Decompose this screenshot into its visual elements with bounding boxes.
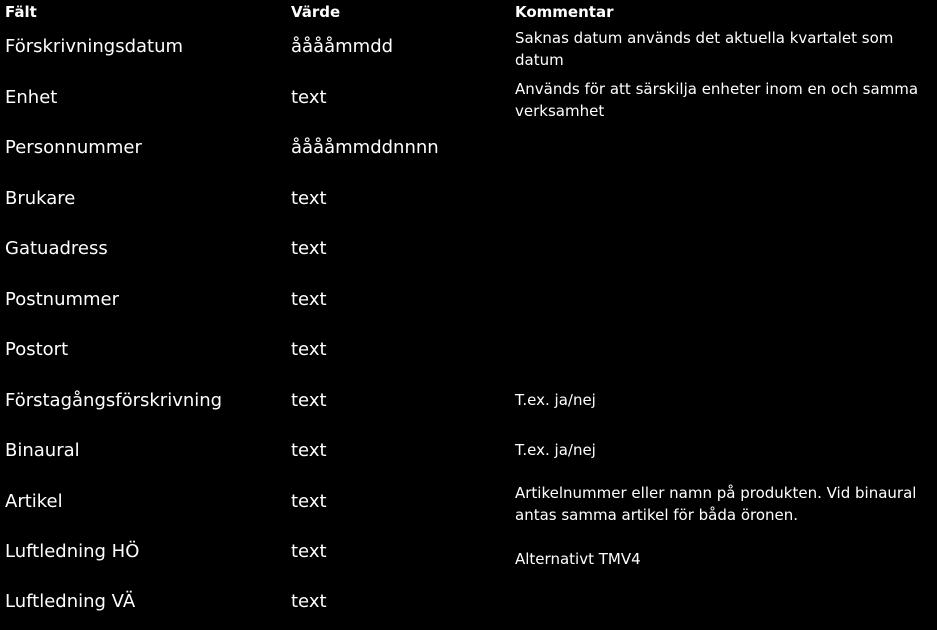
- table-row: [0, 327, 937, 377]
- cell-varde: text: [291, 238, 327, 259]
- cell-kommentar: Alternativt TMV4: [515, 550, 641, 568]
- cell-varde: text: [291, 289, 327, 310]
- cell-falt: Förskrivningsdatum: [5, 36, 184, 57]
- cell-varde: text: [291, 541, 327, 562]
- cell-falt: Binaural: [5, 440, 80, 461]
- header-falt: Fält: [5, 3, 37, 21]
- table-row: [0, 579, 937, 629]
- table-row: [0, 479, 937, 529]
- cell-kommentar: Artikelnummer eller namn på produkten. Vid binaural antas samma artikel för båda öronen.: [515, 484, 917, 524]
- table-row: [0, 428, 937, 478]
- table-row: [0, 75, 937, 125]
- cell-falt: Luftledning HÖ: [5, 541, 140, 562]
- table-row: [0, 125, 937, 175]
- cell-varde: ååååmmddnnnn: [291, 137, 439, 158]
- cell-falt: Artikel: [5, 491, 63, 512]
- cell-kommentar: T.ex. ja/nej: [515, 391, 596, 409]
- cell-varde: text: [291, 87, 327, 108]
- header-kommentar: Kommentar: [515, 3, 614, 21]
- table-row: [0, 378, 937, 428]
- table-row: [0, 226, 937, 276]
- cell-falt: Postort: [5, 339, 69, 360]
- cell-varde: text: [291, 188, 327, 209]
- cell-falt: Postnummer: [5, 289, 120, 310]
- table-row: [0, 529, 937, 579]
- cell-falt: Personnummer: [5, 137, 142, 158]
- cell-varde: text: [291, 491, 327, 512]
- cell-kommentar: T.ex. ja/nej: [515, 441, 596, 459]
- cell-varde: text: [291, 440, 327, 461]
- table-row: [0, 277, 937, 327]
- cell-kommentar: Används för att särskilja enheter inom en och samma verksamhet: [515, 80, 919, 120]
- cell-falt: Luftledning VÄ: [5, 591, 136, 612]
- cell-falt: Förstagångsförskrivning: [5, 390, 223, 411]
- cell-varde: text: [291, 339, 327, 360]
- table-row: [0, 176, 937, 226]
- cell-varde: ååååmmdd: [291, 36, 394, 57]
- table-row: [0, 24, 937, 74]
- cell-kommentar: Saknas datum används det aktuella kvartalet som datum: [515, 29, 894, 69]
- cell-falt: Brukare: [5, 188, 76, 209]
- table-header: [0, 0, 937, 24]
- cell-falt: Enhet: [5, 87, 58, 108]
- cell-falt: Gatuadress: [5, 238, 108, 259]
- cell-varde: text: [291, 591, 327, 612]
- cell-varde: text: [291, 390, 327, 411]
- header-varde: Värde: [291, 3, 341, 21]
